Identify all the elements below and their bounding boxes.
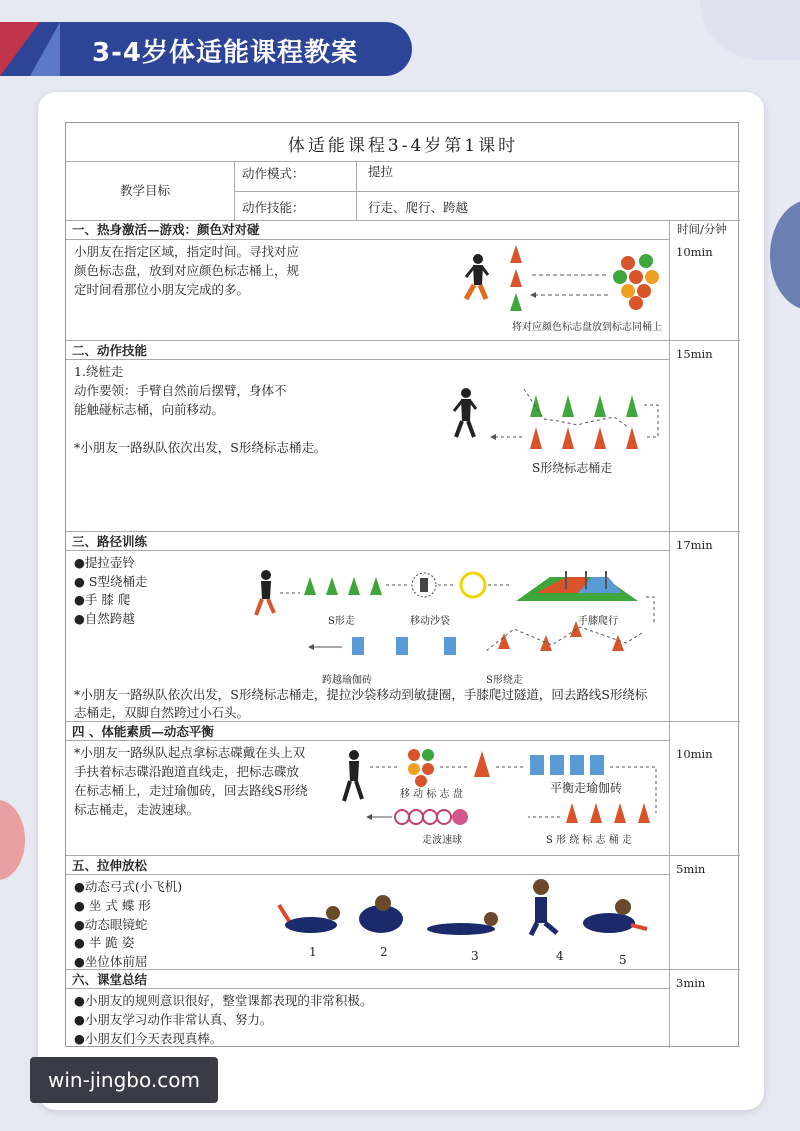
header-banner bbox=[0, 22, 412, 76]
color-match-illustration bbox=[456, 243, 668, 323]
lesson-plan-table bbox=[65, 122, 739, 1047]
disc-icon bbox=[613, 254, 659, 310]
section-list-item: ●小朋友学习动作非常认真、努力。 bbox=[74, 1012, 273, 1027]
stretch-number: 5 bbox=[619, 953, 627, 967]
section-list-item: ●动态弓式(小飞机) bbox=[74, 879, 183, 894]
figure-caption: 平衡走瑜伽砖 bbox=[550, 781, 623, 795]
section-text-line: 颜色标志盘，放到对应颜色标志桶上，规 bbox=[74, 263, 300, 278]
mode-value: 提拉 bbox=[368, 164, 394, 179]
watermark: win-jingbo.com bbox=[30, 1057, 218, 1103]
section-time: 15min bbox=[676, 347, 713, 361]
section-time: 5min bbox=[676, 862, 706, 876]
section-text-line: 1.绕桩走 bbox=[74, 364, 124, 379]
child-runner-icon bbox=[454, 388, 476, 437]
section-note-line: 志桶走，双脚自然跨过小石头。 bbox=[74, 705, 250, 720]
figure-caption: S形走 bbox=[328, 616, 355, 627]
figure-caption: S形绕走 bbox=[486, 675, 523, 686]
section-heading: 四 、体能素质—动态平衡 bbox=[72, 724, 214, 739]
banner-decoration bbox=[30, 22, 60, 76]
section-time: 3min bbox=[676, 976, 706, 990]
stretch-number: 1 bbox=[309, 945, 317, 959]
yoga-block-icon bbox=[530, 755, 604, 775]
cone-icon bbox=[304, 577, 382, 595]
child-runner-icon bbox=[344, 750, 362, 801]
section-list-item: ● 坐 式 蝶 形 bbox=[74, 898, 151, 913]
ring-icon bbox=[461, 573, 485, 597]
figure-caption: 手膝爬行 bbox=[578, 616, 618, 627]
figure-caption: 移 动 标 志 盘 bbox=[400, 789, 463, 800]
section-list-item: ●坐位体前屈 bbox=[74, 954, 148, 969]
section-text-line: *小朋友一路纵队起点拿标志碟戴在头上双 bbox=[74, 745, 306, 760]
figure-caption: 走波速球 bbox=[422, 835, 462, 846]
figure-caption: 跨越瑜伽砖 bbox=[322, 675, 372, 686]
background-shape bbox=[700, 0, 800, 60]
figure-caption: S 形 绕 标 志 桶 走 bbox=[546, 835, 632, 846]
section-list-item: ●小朋友们今天表现真棒。 bbox=[74, 1031, 223, 1046]
section-list-item: ●动态眼镜蛇 bbox=[74, 917, 148, 932]
time-header: 时间/分钟 bbox=[677, 222, 727, 236]
section-list-item: ●自然跨越 bbox=[74, 611, 135, 626]
figure-caption: 移动沙袋 bbox=[410, 616, 450, 627]
section-heading: 二、动作技能 bbox=[72, 343, 148, 358]
section-heading: 三、路径训练 bbox=[72, 534, 148, 549]
child-runner-icon bbox=[256, 570, 274, 615]
cone-icon bbox=[510, 245, 522, 311]
stretch-pose-icon bbox=[583, 899, 647, 933]
cone-icon bbox=[474, 751, 490, 777]
figure-caption: 将对应颜色标志盘放到标志同桶上 bbox=[512, 322, 662, 333]
stretch-pose-icon bbox=[279, 905, 340, 933]
cone-icon bbox=[566, 803, 650, 823]
section-time: 17min bbox=[676, 538, 713, 552]
stretch-number: 3 bbox=[471, 949, 479, 963]
stretch-number: 2 bbox=[380, 945, 388, 959]
weave-cones-illustration bbox=[446, 385, 668, 455]
section-text-line: 在标志桶上，走过瑜伽砖，回去路线S形绕 bbox=[74, 783, 308, 798]
tunnel-icon bbox=[516, 571, 638, 601]
section-text-line: *小朋友一路纵队依次出发，S形绕标志桶走。 bbox=[74, 440, 327, 455]
stretch-number: 4 bbox=[556, 949, 564, 963]
section-note-line: *小朋友一路纵队依次出发，S形绕标志桶走，提拉沙袋移动到敏捷圈，手膝爬过隧道，回去路线S形绕标 bbox=[74, 687, 648, 702]
sandbag-icon bbox=[412, 573, 436, 597]
section-heading: 六、课堂总结 bbox=[72, 972, 148, 987]
stretch-illustration bbox=[271, 875, 661, 945]
stretch-pose-icon bbox=[359, 895, 403, 933]
section-list-item: ●提拉壶铃 bbox=[74, 555, 135, 570]
background-shape bbox=[770, 200, 800, 310]
mode-label: 动作模式： bbox=[242, 166, 305, 181]
figure-caption: S形绕标志桶走 bbox=[532, 461, 613, 475]
section-text-line: 动作要领：手臂自然前后摆臂，身体不 bbox=[74, 383, 287, 398]
stretch-pose-icon bbox=[427, 912, 498, 935]
section-heading: 一、热身激活—游戏：颜色对对碰 bbox=[72, 222, 260, 237]
goal-label: 教学目标 bbox=[120, 183, 171, 198]
balance-ball-icon bbox=[395, 809, 468, 825]
child-runner-icon bbox=[466, 254, 488, 299]
page-title: 3-4岁体适能课程教案 bbox=[92, 38, 358, 68]
section-list-item: ● 半 跪 姿 bbox=[74, 935, 135, 950]
section-text-line: 小朋友在指定区域，指定时间。寻找对应 bbox=[74, 244, 300, 259]
background-shape bbox=[0, 800, 25, 880]
skill-value: 行走、爬行、跨越 bbox=[368, 200, 469, 215]
stretch-pose-icon bbox=[531, 879, 557, 935]
section-list-item: ●小朋友的规则意识很好，整堂课都表现的非常积极。 bbox=[74, 993, 373, 1008]
section-time: 10min bbox=[676, 747, 713, 761]
section-list-item: ● S型绕桶走 bbox=[74, 574, 148, 589]
section-text-line: 标志桶走，走波速球。 bbox=[74, 802, 200, 817]
section-list-item: ●手 膝 爬 bbox=[74, 592, 131, 607]
disc-icon bbox=[408, 749, 434, 787]
section-text-line: 手扶着标志碟沿跑道直线走，把标志碟放 bbox=[74, 764, 300, 779]
section-text-line: 定时间看那位小朋友完成的多。 bbox=[74, 282, 250, 297]
skill-label: 动作技能： bbox=[242, 200, 305, 215]
section-heading: 五、拉伸放松 bbox=[72, 858, 148, 873]
section-time: 10min bbox=[676, 245, 713, 259]
section-text-line: 能触碰标志桶，向前移动。 bbox=[74, 402, 225, 417]
yoga-block-icon bbox=[352, 637, 456, 655]
lesson-title: 体适能课程3-4岁第1课时 bbox=[287, 136, 519, 156]
